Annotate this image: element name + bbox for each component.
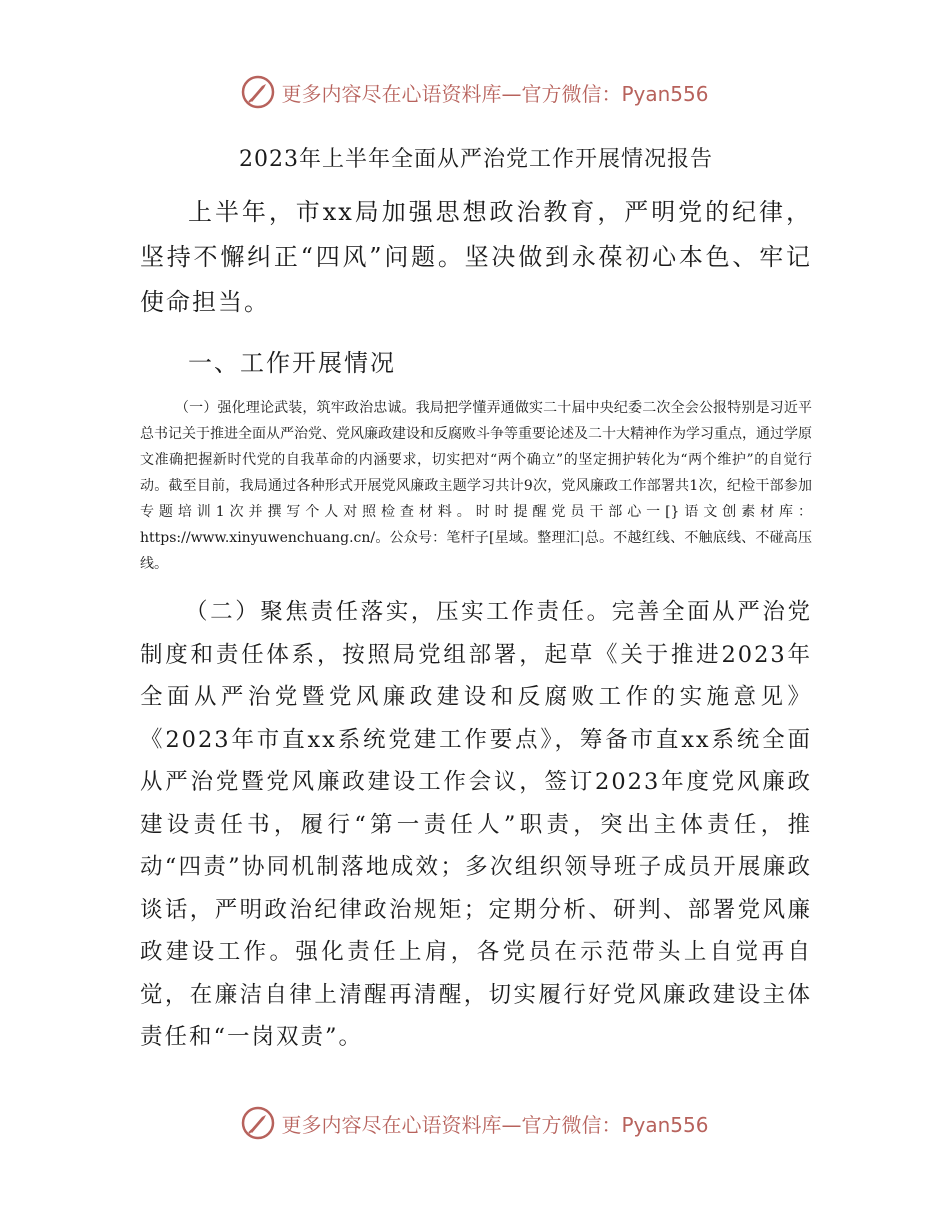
footer-watermark-banner [0,1103,950,1143]
pen-logo-icon [241,1106,275,1140]
document-title: 2023年上半年全面从严治党工作开展情况报告 [239,147,713,172]
banner-text: 更多内容尽在心语资料库—官方微信：Pyan556 [281,1112,709,1137]
banner-text: 更多内容尽在心语资料库—官方微信：Pyan556 [281,81,709,106]
pen-logo-icon [241,75,275,109]
paragraph-responsibility: （二）聚焦责任落实，压实工作责任。完善全面从严治党制度和责任体系，按照局党组部署，起草《关于推进2023年全面从严治党暨党风廉政建设和反腐败工作的实施意见》《2023年市直xx系统党建工作要点》，筹备市直xx系统全面从严治党暨党风廉政建设工作会议，签订2023年度党风廉政建设责任书，履行“第一责任人”职责，突出主体责任，推动“四责”协同机制落地成效；多次组织领导班子成员开展廉政谈话，严明政治纪律政治规矩；定期分析、研判、部署党风廉政建设工作。强化责任上肩，各党员在示范带头上自觉再自觉，在廉洁自律上清醒再清醒，切实履行好党风廉政建设主体责任和“一岗双责”。 [140,599,812,1050]
paragraph-theory: （一）强化理论武装，筑牢政治忠诚。我局把学懂弄通做实二十届中央纪委二次全会公报特别是习近平总书记关于推进全面从严治党、党风廉政建设和反腐败斗争等重要论述及二十大精神作为学习重点，通过学原文准确把握新时代党的自我革命的内涵要求，切实把对“两个确立”的坚定拥护转化为“两个维护”的自觉行动。截至目前，我局通过各种形式开展党风廉政主题学习共计9次，党风廉政工作部署共1次，纪检干部参加专题培训1次并撰写个人对照检查材料。时时提醒党员干部心一[}语文创素材库：https://www.xinyuwenchuang.cn/。公众号：笔杆子[星域。整理汇|总。不越红线、不触底线、不碰高压线。 [140,400,812,572]
header-watermark-banner [0,72,950,112]
document-body [140,140,812,1059]
section-heading: 一、工作开展情况 [188,349,396,377]
intro-paragraph: 上半年，市xx局加强思想政治教育，严明党的纪律，坚持不懈纠正“四风”问题。坚决做到永葆初心本色、牢记使命担当。 [140,198,812,316]
